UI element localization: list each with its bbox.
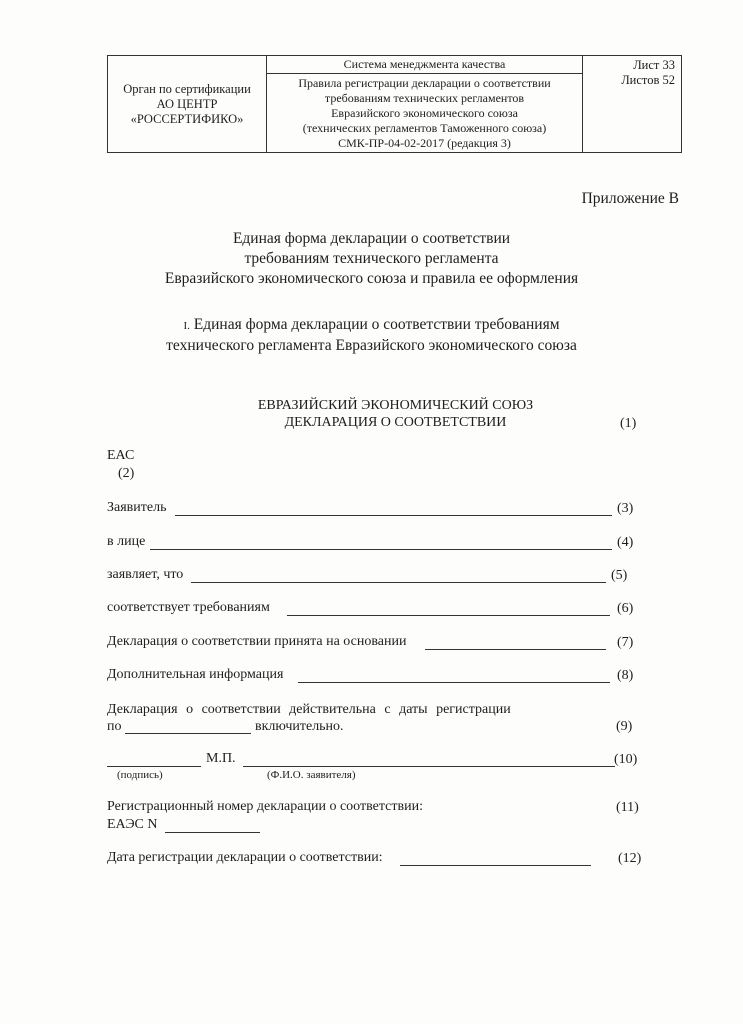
- union-title: ЕВРАЗИЙСКИЙ ЭКОНОМИЧЕСКИЙ СОЮЗ: [257, 398, 534, 413]
- validity-date-field[interactable]: [125, 733, 251, 734]
- basis-field[interactable]: [425, 649, 606, 650]
- declares-num: (5): [611, 568, 628, 583]
- eac-mark: ЕАС: [107, 448, 135, 463]
- complies-field[interactable]: [287, 615, 610, 616]
- reg-date-num: (12): [618, 851, 642, 866]
- reg-number-label: Регистрационный номер декларации о соответствии:: [107, 799, 423, 814]
- applicant-label: Заявитель: [107, 500, 167, 515]
- validity-num: (9): [616, 719, 633, 734]
- signature-caption: (подпись): [117, 769, 163, 781]
- signature-field[interactable]: [107, 766, 201, 767]
- validity-inclusive: включительно.: [255, 719, 344, 734]
- doc-title-line: Евразийского экономического союза: [331, 106, 518, 120]
- validity-line: Декларация о соответствии действительна с даты регистрации: [107, 702, 511, 717]
- main-title: [0, 229, 743, 289]
- declares-label: заявляет, что: [107, 567, 184, 582]
- section-title-line: технического регламента Евразийского экономического союза: [166, 337, 577, 354]
- additional-num: (8): [617, 668, 634, 683]
- complies-num: (6): [617, 601, 634, 616]
- applicant-field[interactable]: [175, 515, 612, 516]
- section-title-line: Единая форма декларации о соответствии требованиям: [193, 316, 560, 333]
- sheets-total: Листов 52: [621, 73, 675, 87]
- declaration-title: ДЕКЛАРАЦИЯ О СООТВЕТСТВИИ: [284, 415, 507, 430]
- sheet-info-cell: [583, 56, 681, 152]
- appendix-label: Приложение В: [581, 190, 679, 207]
- reg-number-field[interactable]: [165, 832, 260, 833]
- doc-title-line: Правила регистрации декларации о соответствии: [298, 76, 551, 90]
- org-line: Орган по сертификации: [123, 81, 251, 96]
- reg-prefix: ЕАЭС N: [107, 817, 158, 832]
- doc-title-line: (технических регламентов Таможенного союза): [302, 121, 547, 135]
- org-line: «РОССЕРТИФИКО»: [130, 111, 244, 126]
- represented-label: в лице: [107, 534, 146, 549]
- basis-label: Декларация о соответствии принята на основании: [107, 634, 407, 649]
- basis-num: (7): [617, 635, 634, 650]
- name-caption: (Ф.И.О. заявителя): [267, 769, 356, 781]
- doc-title-line: требованиям технических регламентов: [324, 91, 525, 105]
- represented-field[interactable]: [150, 549, 612, 550]
- reg-date-label: Дата регистрации декларации о соответствии:: [107, 850, 383, 865]
- sheet-number: Лист 33: [633, 58, 675, 72]
- represented-num: (4): [617, 535, 634, 550]
- main-title-line: требованиям технического регламента: [244, 250, 499, 267]
- main-title-line: Единая форма декларации о соответствии: [232, 230, 511, 247]
- additional-field[interactable]: [298, 682, 610, 683]
- validity-by: по: [107, 719, 122, 734]
- eac-num: (2): [118, 466, 135, 481]
- signature-num: (10): [614, 752, 638, 767]
- system-title: Система менеджмента качества: [267, 56, 582, 74]
- document-title-cell: [267, 56, 583, 152]
- main-title-line: Евразийского экономического союза и правила ее оформления: [164, 270, 579, 287]
- applicant-num: (3): [617, 501, 634, 516]
- declaration-num: (1): [620, 416, 637, 431]
- stamp-label: М.П.: [206, 751, 236, 766]
- reg-date-field[interactable]: [400, 865, 591, 866]
- section-title: [0, 315, 743, 356]
- document-header-table: [107, 55, 682, 153]
- declares-field[interactable]: [191, 582, 606, 583]
- additional-label: Дополнительная информация: [107, 667, 284, 682]
- applicant-name-field[interactable]: [243, 766, 615, 767]
- org-line: АО ЦЕНТР: [156, 96, 218, 111]
- reg-number-num: (11): [616, 800, 639, 815]
- doc-code: СМК-ПР-04-02-2017 (редакция 3): [338, 136, 511, 150]
- complies-label: соответствует требованиям: [107, 600, 270, 615]
- certification-body-cell: [108, 56, 267, 152]
- section-number: I.: [183, 320, 190, 332]
